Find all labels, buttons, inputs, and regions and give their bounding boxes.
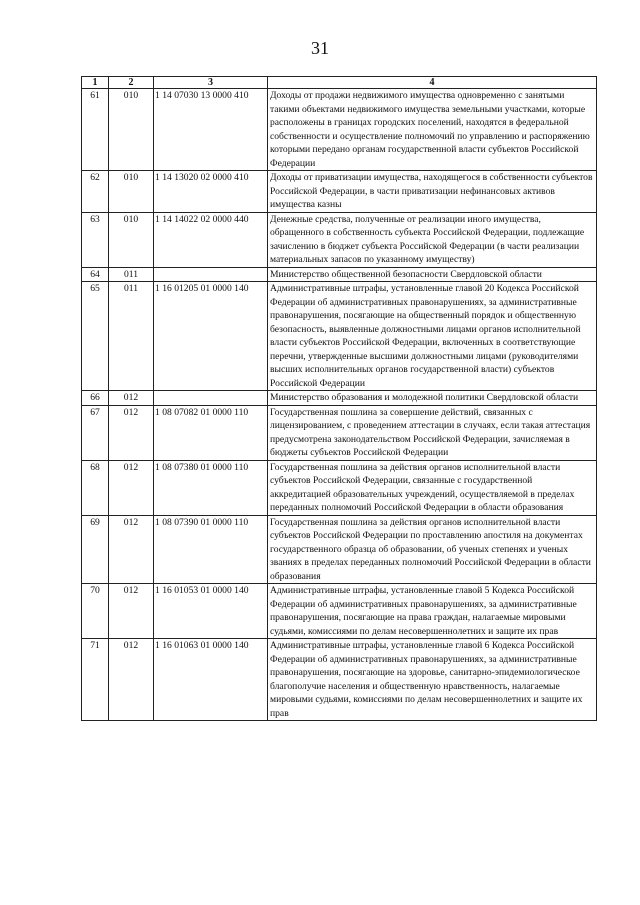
- row-number-cell: 67: [82, 405, 109, 460]
- row-number-cell: 71: [82, 639, 109, 721]
- table-row: [82, 282, 597, 391]
- admin-code-cell: 012: [109, 639, 154, 721]
- admin-code-cell: 012: [109, 391, 154, 406]
- budget-code-cell: 1 08 07082 01 0000 110: [154, 405, 268, 460]
- row-number-cell: 62: [82, 171, 109, 213]
- description-cell: Административные штрафы, установленные главой 20 Кодекса Российской Федерации об административных правонарушениях, за административные правонарушения, посягающие на общественный порядок и общественную безопасность, выявленные должностными лицами органов исполнительной власти субъектов Российской Федерации, включенных в соответствующие перечни, утвержденные высшими должностными лицами (руководителями высших исполнительных органов государственной власти) субъектов Российской Федерации: [268, 282, 597, 391]
- table-row: [82, 267, 597, 282]
- description-cell: Денежные средства, полученные от реализации иного имущества, обращенного в собственность субъекта Российской Федерации, подлежащие зачислению в бюджет субъекта Российской Федерации (в части реализации материальных запасов по указанному имуществу): [268, 212, 597, 267]
- budget-code-cell: [154, 391, 268, 406]
- row-number-cell: 66: [82, 391, 109, 406]
- description-cell: Административные штрафы, установленные главой 6 Кодекса Российской Федерации об административных правонарушениях, за административные правонарушения, посягающие на здоровье, санитарно-эпидемиологическое благополучие населения и общественную нравственность, налагаемые мировыми судьями, комиссиями по делам несовершеннолетних и защите их прав: [268, 639, 597, 721]
- row-number-cell: 68: [82, 460, 109, 515]
- admin-code-cell: 012: [109, 460, 154, 515]
- row-number-cell: 63: [82, 212, 109, 267]
- budget-code-cell: 1 16 01053 01 0000 140: [154, 584, 268, 639]
- table-row: [82, 391, 597, 406]
- column-header-4: 4: [268, 77, 597, 89]
- column-header-1: 1: [82, 77, 109, 89]
- admin-code-cell: 012: [109, 405, 154, 460]
- budget-code-cell: [154, 267, 268, 282]
- admin-code-cell: 012: [109, 584, 154, 639]
- admin-code-cell: 011: [109, 267, 154, 282]
- description-cell: Государственная пошлина за действия органов исполнительной власти субъектов Российской Федерации, связанные с государственной аккредитацией образовательных учреждений, осуществляемой в пределах переданных полномочий Российской Федерации в области образования: [268, 460, 597, 515]
- description-cell: Доходы от приватизации имущества, находящегося в собственности субъектов Российской Федерации, в части приватизации нефинансовых активов имущества казны: [268, 171, 597, 213]
- admin-code-cell: 010: [109, 212, 154, 267]
- table-row: [82, 639, 597, 721]
- revenue-codes-table: [81, 76, 597, 721]
- description-cell: Административные штрафы, установленные главой 5 Кодекса Российской Федерации об административных правонарушениях, за административные правонарушения, посягающие на права граждан, налагаемые мировыми судьями, комиссиями по делам несовершеннолетних и защите их прав: [268, 584, 597, 639]
- row-number-cell: 65: [82, 282, 109, 391]
- budget-code-cell: 1 14 14022 02 0000 440: [154, 212, 268, 267]
- column-header-2: 2: [109, 77, 154, 89]
- budget-code-cell: 1 14 07030 13 0000 410: [154, 89, 268, 171]
- budget-code-cell: 1 16 01205 01 0000 140: [154, 282, 268, 391]
- table-header-row: [82, 77, 597, 89]
- table-row: [82, 515, 597, 584]
- description-cell: Министерство общественной безопасности Свердловской области: [268, 267, 597, 282]
- column-header-3: 3: [154, 77, 268, 89]
- budget-code-cell: 1 14 13020 02 0000 410: [154, 171, 268, 213]
- budget-code-cell: 1 08 07380 01 0000 110: [154, 460, 268, 515]
- admin-code-cell: 011: [109, 282, 154, 391]
- table-row: [82, 171, 597, 213]
- description-cell: Доходы от продажи недвижимого имущества одновременно с занятыми такими объектами недвижимого имущества земельными участками, которые расположены в границах городских поселений, находятся в федеральной собственности и осуществление полномочий по управлению и распоряжению которыми передано органам государственной власти субъектов Российской Федерации: [268, 89, 597, 171]
- table-row: [82, 89, 597, 171]
- description-cell: Государственная пошлина за действия органов исполнительной власти субъектов Российской Федерации по проставлению апостиля на документах государственного образца об образовании, об ученых степенях и ученых званиях в пределах переданных полномочий Российской Федерации в области образования: [268, 515, 597, 584]
- description-cell: Государственная пошлина за совершение действий, связанных с лицензированием, с проведением аттестации в случаях, если такая аттестация предусмотрена законодательством Российской Федерации, зачисляемая в бюджеты субъектов Российской Федерации: [268, 405, 597, 460]
- table-body: [82, 89, 597, 721]
- admin-code-cell: 010: [109, 89, 154, 171]
- row-number-cell: 61: [82, 89, 109, 171]
- admin-code-cell: 010: [109, 171, 154, 213]
- table-row: [82, 460, 597, 515]
- row-number-cell: 69: [82, 515, 109, 584]
- table-row: [82, 212, 597, 267]
- description-cell: Министерство образования и молодежной политики Свердловской области: [268, 391, 597, 406]
- row-number-cell: 64: [82, 267, 109, 282]
- budget-code-cell: 1 08 07390 01 0000 110: [154, 515, 268, 584]
- budget-code-cell: 1 16 01063 01 0000 140: [154, 639, 268, 721]
- row-number-cell: 70: [82, 584, 109, 639]
- admin-code-cell: 012: [109, 515, 154, 584]
- page-number: 31: [311, 38, 329, 58]
- table-row: [82, 405, 597, 460]
- table-row: [82, 584, 597, 639]
